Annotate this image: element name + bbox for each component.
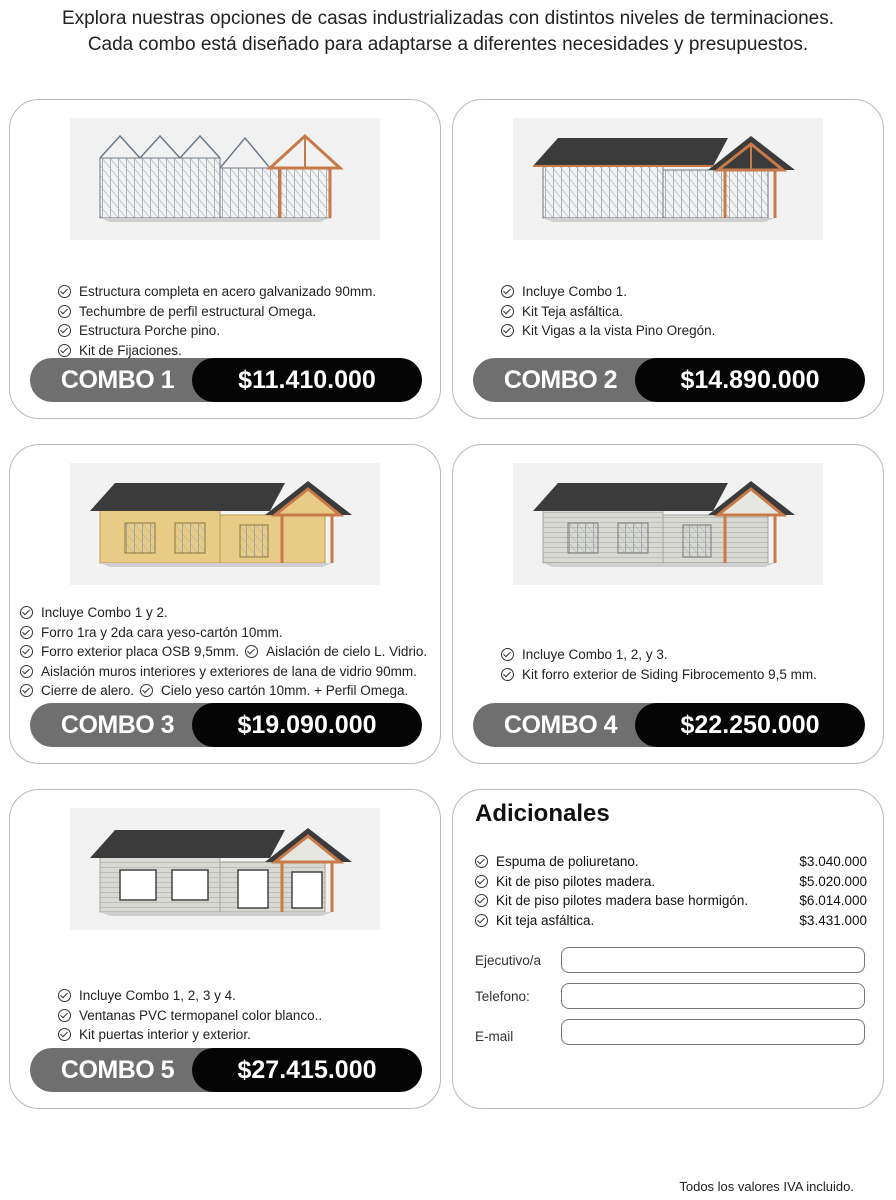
combo-1-price-bar[interactable]: [30, 358, 422, 402]
combo-4-price-bar[interactable]: [473, 703, 865, 747]
check-circle-icon: [475, 855, 488, 868]
combo-price: $11.410.000: [192, 358, 422, 402]
check-circle-icon: [501, 324, 514, 337]
combo-label: COMBO 3: [60, 711, 175, 739]
check-circle-icon: [20, 665, 33, 678]
adicional-price: $3.040.000: [799, 854, 867, 869]
combo-price: $27.415.000: [192, 1048, 422, 1092]
check-circle-icon: [501, 305, 514, 318]
adicional-item: Kit de piso pilotes madera base hormigón. $6.014.000: [475, 891, 867, 911]
adicional-price: $3.431.000: [799, 912, 867, 928]
combo-3-price-bar[interactable]: [30, 703, 422, 747]
intro-line-1: Explora nuestras opciones de casas industrializadas con distintos niveles de terminaciones.: [61, 8, 835, 29]
feature-item: Kit puertas interior y exterior.: [58, 1025, 322, 1045]
check-circle-icon: [58, 344, 71, 357]
combo-5-price-bar[interactable]: [30, 1048, 422, 1092]
check-circle-icon: [475, 914, 488, 927]
feature-item: Incluye Combo 1, 2, 3 y 4.: [58, 986, 322, 1006]
combo-card-5: [9, 789, 441, 1109]
executive-row: [475, 947, 867, 975]
check-circle-icon: [58, 989, 71, 1002]
feature-item: Forro 1ra y 2da cara yeso-cartón 10mm.: [20, 623, 427, 643]
phone-label: Telefono:: [475, 989, 530, 1004]
check-circle-icon: [58, 285, 71, 298]
intro-line-2: Cada combo está diseñado para adaptarse a diferentes necesidades y presupuestos.: [87, 34, 809, 55]
combo-price: $22.250.000: [635, 703, 865, 747]
feature-item: Incluye Combo 1, 2, y 3.: [501, 645, 817, 665]
combo-price: $19.090.000: [192, 703, 422, 747]
executive-label: Ejecutivo/a: [475, 953, 542, 968]
combo-2-price-bar[interactable]: [473, 358, 865, 402]
intro-text: [0, 6, 896, 58]
feature-item: Techumbre de perfil estructural Omega.: [58, 302, 376, 322]
check-circle-icon: [245, 645, 258, 658]
check-circle-icon: [58, 1009, 71, 1022]
combo-3-features: [20, 603, 427, 701]
check-circle-icon: [475, 875, 488, 888]
check-circle-icon: [58, 1028, 71, 1041]
combo-card-3: [9, 444, 441, 764]
feature-item: Ventanas PVC termopanel color blanco..: [58, 1006, 322, 1026]
adicional-price: $6.014.000: [799, 893, 867, 908]
executive-input[interactable]: [561, 947, 865, 973]
check-circle-icon: [20, 645, 33, 658]
adicionales-title: Adicionales: [475, 800, 610, 827]
house-render-siding: [513, 463, 823, 585]
check-circle-icon: [20, 684, 33, 697]
check-circle-icon: [501, 668, 514, 681]
feature-item: Kit de Fijaciones.: [58, 341, 376, 361]
combo-card-2: [452, 99, 884, 419]
feature-item: Incluye Combo 1 y 2.: [20, 603, 427, 623]
feature-item: Forro exterior placa OSB 9,5mm. Aislación de cielo L. Vidrio.: [20, 642, 427, 662]
feature-item: Kit Teja asfáltica.: [501, 302, 715, 322]
phone-input[interactable]: [561, 983, 865, 1009]
house-render-complete: [70, 808, 380, 930]
combo-2-features: [501, 282, 715, 341]
combo-4-features: [501, 645, 817, 684]
feature-item: Kit Vigas a la vista Pino Oregón.: [501, 321, 715, 341]
check-circle-icon: [20, 606, 33, 619]
check-circle-icon: [20, 626, 33, 639]
feature-item: Kit forro exterior de Siding Fibrocemento 9,5 mm.: [501, 665, 817, 685]
email-row: [475, 1019, 867, 1047]
house-render-osb: [70, 463, 380, 585]
email-input[interactable]: [561, 1019, 865, 1045]
house-render-roofed-frame: [513, 118, 823, 240]
house-render-frame-only: [70, 118, 380, 240]
combo-price: $14.890.000: [635, 358, 865, 402]
feature-item: Estructura completa en acero galvanizado 90mm.: [58, 282, 376, 302]
combo-label: COMBO 1: [60, 366, 175, 394]
combo-5-features: [58, 986, 322, 1045]
feature-item: Aislación muros interiores y exteriores de lana de vidrio 90mm.: [20, 662, 427, 682]
adicional-item: Espuma de poliuretano. $3.040.000: [475, 852, 867, 872]
email-label: E-mail: [475, 1029, 514, 1044]
combo-card-1: [9, 99, 441, 419]
combo-label: COMBO 5: [60, 1056, 175, 1084]
adicionales-list: [475, 852, 867, 930]
check-circle-icon: [58, 324, 71, 337]
check-circle-icon: [475, 894, 488, 907]
check-circle-icon: [501, 285, 514, 298]
phone-row: [475, 983, 867, 1011]
check-circle-icon: [58, 305, 71, 318]
adicional-item: Kit de piso pilotes madera. $5.020.000: [475, 872, 867, 892]
feature-item: Cierre de alero. Cielo yeso cartón 10mm. + Perfil Omega.: [20, 681, 427, 701]
combo-label: COMBO 4: [503, 711, 618, 739]
check-circle-icon: [501, 648, 514, 661]
adicional-price: $5.020.000: [799, 873, 867, 889]
adicionales-card: [452, 789, 884, 1109]
footnote: Todos los valores IVA incluido.: [679, 1179, 854, 1194]
feature-item: Estructura Porche pino.: [58, 321, 376, 341]
feature-item: Incluye Combo 1.: [501, 282, 715, 302]
combo-1-features: [58, 282, 376, 360]
combo-card-4: [452, 444, 884, 764]
check-circle-icon: [140, 684, 153, 697]
adicional-item: Kit teja asfáltica. $3.431.000: [475, 911, 867, 931]
combo-label: COMBO 2: [503, 366, 618, 394]
